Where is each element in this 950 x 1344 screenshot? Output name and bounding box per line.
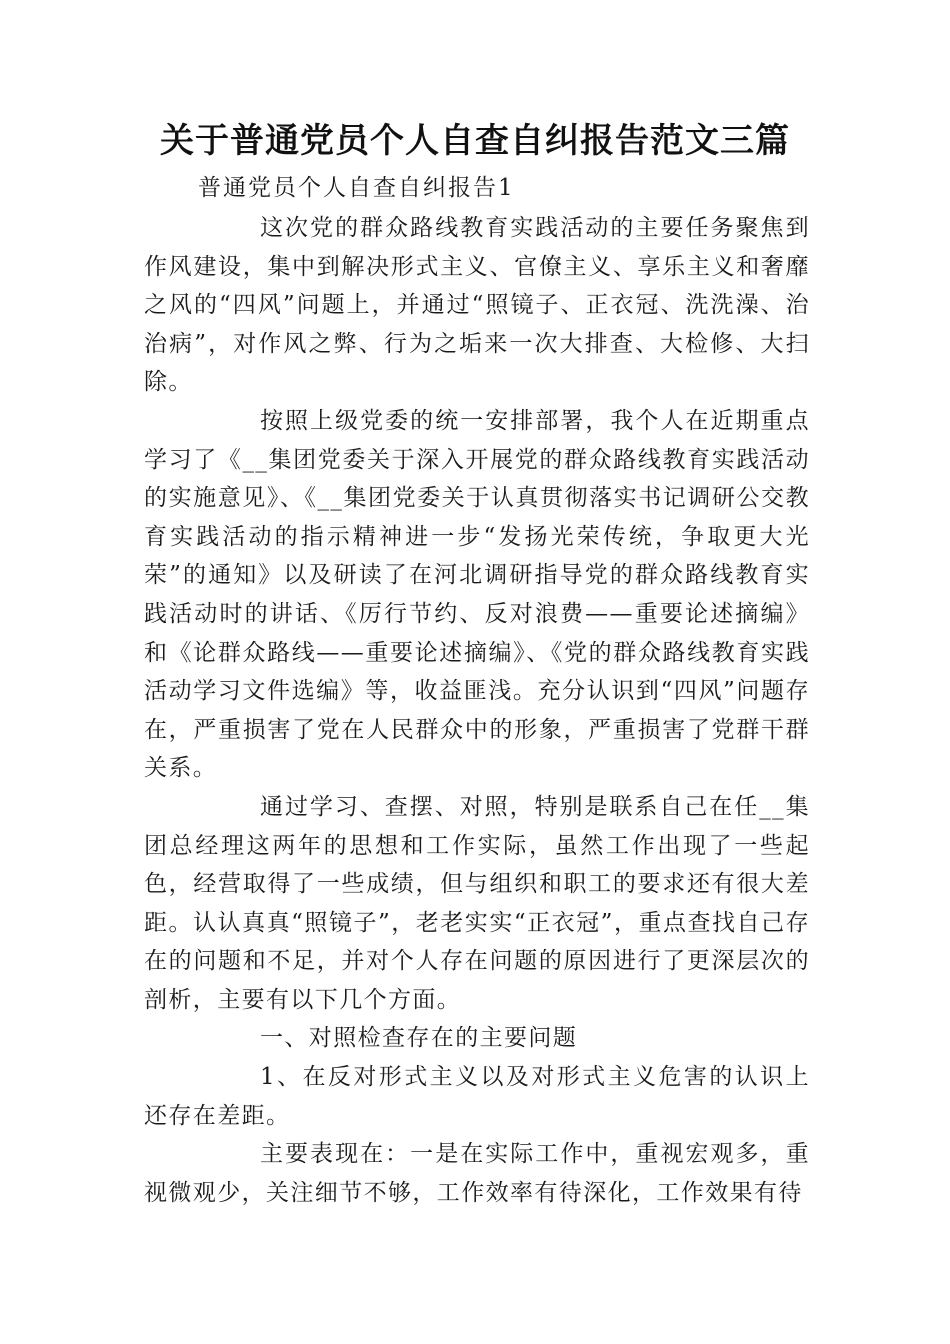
paragraph-intro: 这次党的群众路线教育实践活动的主要任务聚焦到作风建设，集中到解决形式主义、官僚主义、享乐主义和奢靡之风的“四风”问题上，并通过“照镜子、正衣冠、洗洗澡、治治病”，对作风之弊、行为之垢来一次大排查、大检修、大扫除。 (144, 215, 810, 396)
paragraph-heading-problems: 一、对照检查存在的主要问题 (260, 1025, 578, 1052)
document-body (144, 209, 810, 1212)
paragraph-manifestation: 主要表现在：一是在实际工作中，重视宏观多，重视微观少，关注细节不够，工作效率有待深化，工作效果有待 (144, 1141, 810, 1206)
paragraph-reflection: 通过学习、查摆、对照，特别是联系自己在任__集团总经理这两年的思想和工作实际，虽然工作出现了一些起色，经营取得了一些成绩，但与组织和职工的要求还有很大差距。认认真真“照镜子”，老老实实“正衣冠”，重点查找自己存在的问题和不足，并对个人存在问题的原因进行了更深层次的剖析，主要有以下几个方面。 (144, 793, 810, 1013)
document-title: 关于普通党员个人自查自纠报告范文三篇 (160, 121, 790, 161)
paragraph-problem-1: 1、在反对形式主义以及对形式主义危害的认识上还存在差距。 (144, 1064, 810, 1129)
paragraph-study: 按照上级党委的统一安排部署，我个人在近期重点学习了《__集团党委关于深入开展党的群众路线教育实践活动的实施意见》、《__集团党委关于认真贯彻落实书记调研公交教育实践活动的指示精神进一步“发扬光荣传统，争取更大光荣”的通知》以及研读了在河北调研指导党的群众路线教育实践活动时的讲话、《厉行节约、反对浪费——重要论述摘编》和《论群众路线——重要论述摘编》、《党的群众路线教育实践活动学习文件选编》等，收益匪浅。充分认识到“四风”问题存在，严重损害了党在人民群众中的形象，严重损害了党群干群关系。 (144, 407, 810, 782)
section-heading: 普通党员个人自查自纠报告1 (198, 175, 515, 201)
